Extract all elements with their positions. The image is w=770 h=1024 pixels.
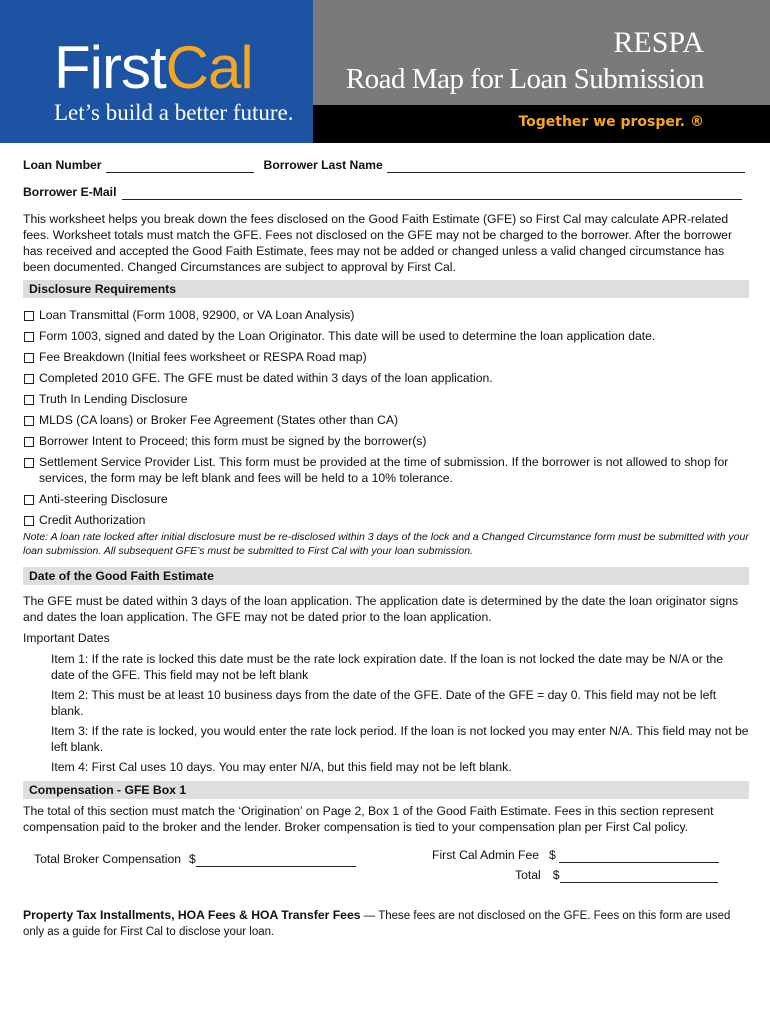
checkbox-icon[interactable] — [24, 416, 34, 426]
disclosure-list — [23, 307, 749, 528]
property-tax-paragraph — [23, 907, 749, 940]
checkbox-icon[interactable] — [24, 311, 34, 321]
borrower-last-name-label: Borrower Last Name — [263, 158, 383, 172]
logo-tagline: Let’s build a better future. — [54, 100, 294, 125]
checkbox-icon[interactable] — [24, 495, 34, 505]
gfe-date-paragraph: The GFE must be dated within 3 days of the loan application. The application date is determined by the date the loan originator signs and dates the loan application. The GFE may not be dated prior to the loan application. — [23, 594, 739, 624]
checklist-item[interactable]: Anti-steering Disclosure — [23, 491, 749, 507]
property-tax-text: — These fees are not disclosed on the GFE. Fees on this form are used only as a guide for First Cal to disclose your loan. — [23, 910, 731, 938]
title-panel — [313, 0, 770, 105]
checklist-item[interactable]: Credit Authorization — [23, 512, 749, 528]
total-label: Total — [515, 868, 541, 882]
checkbox-icon[interactable] — [24, 516, 34, 526]
borrower-email-field[interactable] — [122, 186, 742, 200]
important-date-item: Item 2: This must be at least 10 business days from the date of the GFE. Date of the GFE = day 0. This field may not be left blank. — [51, 688, 717, 718]
slogan-bar — [313, 105, 770, 143]
checkbox-icon[interactable] — [24, 374, 34, 384]
currency-sign: $ — [552, 868, 560, 882]
firstcal-logo: FirstCal — [54, 34, 253, 101]
slogan: Together we prosper. ® — [518, 114, 704, 130]
checklist-item[interactable]: Completed 2010 GFE. The GFE must be dated within 3 days of the loan application. — [23, 370, 749, 386]
currency-sign: $ — [549, 848, 556, 862]
loan-info-row — [23, 155, 749, 173]
logo-panel — [0, 0, 313, 143]
checkbox-icon[interactable] — [24, 458, 34, 468]
broker-compensation-label: Total Broker Compensation — [34, 852, 181, 866]
loan-number-field[interactable] — [106, 159, 254, 173]
checklist-item[interactable]: Form 1003, signed and dated by the Loan Originator. This date will be used to determine the loan application date. — [23, 328, 749, 344]
checkbox-icon[interactable] — [24, 353, 34, 363]
checklist-item[interactable]: Fee Breakdown (Initial fees worksheet or RESPA Road map) — [23, 349, 749, 365]
admin-fee-label: First Cal Admin Fee — [432, 848, 540, 862]
broker-compensation-row — [34, 851, 356, 867]
admin-fee-row — [432, 847, 719, 863]
admin-fee-field[interactable] — [559, 849, 719, 863]
compensation-heading: Compensation - GFE Box 1 — [23, 781, 749, 799]
title-respa: RESPA — [613, 26, 704, 59]
important-dates-label: Important Dates — [23, 631, 110, 645]
page-title: Road Map for Loan Submission — [345, 63, 704, 95]
disclosure-note: Note: A loan rate locked after initial disclosure must be re-disclosed within 3 days of the lock and a Changed Circumstance form must be submitted with your loan submission. All subsequent GFE’s must be submitted to First Cal with your loan submission. — [23, 531, 749, 557]
important-date-item: Item 1: If the rate is locked this date must be the rate lock expiration date. If the loan is not locked the date may be N/A or the date of the GFE. This field may not be left blank — [51, 652, 724, 682]
currency-sign: $ — [189, 852, 196, 866]
checkbox-icon[interactable] — [24, 332, 34, 342]
property-tax-heading: Property Tax Installments, HOA Fees & HOA Transfer Fees — [23, 908, 361, 922]
intro-paragraph: This worksheet helps you break down the fees disclosed on the Good Faith Estimate (GFE) so First Cal may calculate APR-related fees. Worksheet totals must match the GFE. Fees not disclosed on the GFE may not be charged to the borrower. After the borrower has received and accepted the Good Faith Estimate, fees may not be added or changed unless a valid changed circumstance has been documented. Changed Circumstances are subject to approval by First Cal. — [23, 212, 733, 274]
header — [0, 0, 770, 143]
checklist-item[interactable]: MLDS (CA loans) or Broker Fee Agreement (States other than CA) — [23, 412, 749, 428]
checklist-item[interactable]: Settlement Service Provider List. This form must be provided at the time of submission. If the borrower is not allowed to shop for services, the form may be left blank and fees will be held to a 10% tolerance. — [23, 454, 749, 486]
borrower-last-name-field[interactable] — [387, 159, 745, 173]
total-row — [515, 867, 718, 883]
checkbox-icon[interactable] — [24, 395, 34, 405]
gfe-date-heading: Date of the Good Faith Estimate — [23, 567, 749, 585]
loan-number-label: Loan Number — [23, 158, 102, 172]
document-body — [23, 155, 749, 940]
checklist-item[interactable]: Borrower Intent to Proceed; this form must be signed by the borrower(s) — [23, 433, 749, 449]
disclosure-heading: Disclosure Requirements — [23, 280, 749, 298]
checklist-item[interactable]: Loan Transmittal (Form 1008, 92900, or VA Loan Analysis) — [23, 307, 749, 323]
total-field[interactable] — [560, 869, 718, 883]
compensation-paragraph: The total of this section must match the ‘Origination’ on Page 2, Box 1 of the Good Faith Estimate. Fees in this section represent compensation paid to the broker and the lender. Broker compensation is tied to your compensation plan per First Cal policy. — [23, 804, 714, 834]
broker-compensation-field[interactable] — [196, 853, 356, 867]
checkbox-icon[interactable] — [24, 437, 34, 447]
borrower-email-label: Borrower E-Mail — [23, 185, 117, 199]
important-date-item: Item 3: If the rate is locked, you would enter the rate lock period. If the loan is not locked you may enter N/A. This field may not be left blank. — [51, 724, 749, 754]
email-row — [23, 182, 749, 200]
compensation-fields — [23, 841, 749, 885]
checklist-item[interactable]: Truth In Lending Disclosure — [23, 391, 749, 407]
important-date-item: Item 4: First Cal uses 10 days. You may enter N/A, but this field may not be left blank. — [51, 760, 512, 774]
